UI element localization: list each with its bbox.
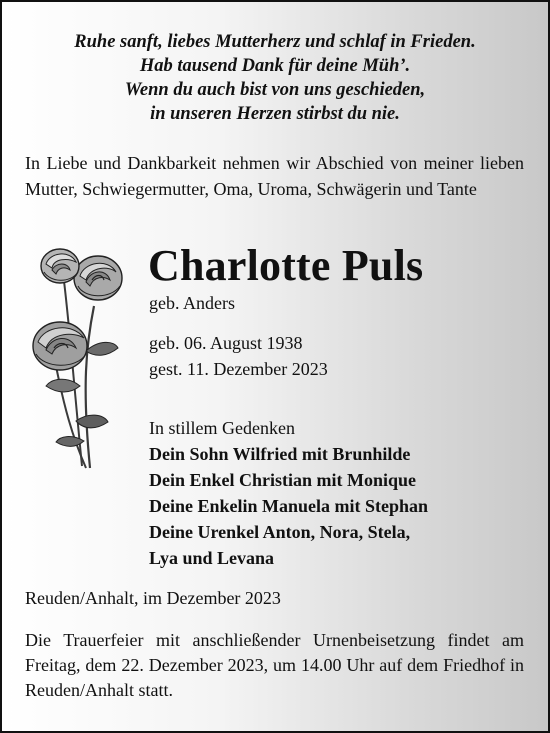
mourner-line: Dein Enkel Christian mit Monique bbox=[149, 470, 417, 490]
deceased-name: Charlotte Puls bbox=[148, 241, 424, 290]
intro-text: In Liebe und Dankbarkeit nehmen wir Abschied von meiner lieben Mutter, Schwiegermutter, Oma, Uroma, Schwägerin und Tante bbox=[25, 153, 524, 199]
roses-icon bbox=[24, 236, 139, 471]
life-dates bbox=[149, 330, 328, 382]
funeral-notice: Die Trauerfeier mit anschließender Urnenbeisetzung findet am Freitag, dem 22. Dezember 2023, um 14.00 Uhr auf dem Friedhof in Reuden/Anhalt statt. bbox=[25, 630, 524, 700]
death-date: gest. 11. Dezember 2023 bbox=[149, 359, 328, 379]
mourner-line: Deine Enkelin Manuela mit Stephan bbox=[149, 496, 429, 516]
verse-line: Ruhe sanft, liebes Mutterherz und schlaf in Frieden. bbox=[74, 32, 476, 52]
birth-date: geb. 06. August 1938 bbox=[149, 333, 303, 353]
verse-line: Hab tausend Dank für deine Müh’. bbox=[139, 56, 411, 76]
verse-line: Wenn du auch bist von uns geschieden, bbox=[124, 80, 426, 100]
mourners-heading: In stillem Gedenken bbox=[149, 418, 295, 438]
mourner-line: Lya und Levana bbox=[149, 548, 275, 568]
mourner-line: Deine Urenkel Anton, Nora, Stela, bbox=[149, 522, 411, 542]
maiden-name: geb. Anders bbox=[149, 293, 235, 313]
verse-line: in unseren Herzen stirbst du nie. bbox=[150, 104, 400, 124]
verse bbox=[2, 30, 548, 126]
place-date: Reuden/Anhalt, im Dezember 2023 bbox=[25, 588, 281, 608]
mourner-line: Dein Sohn Wilfried mit Brunhilde bbox=[149, 444, 411, 464]
mourners-block bbox=[149, 415, 428, 571]
